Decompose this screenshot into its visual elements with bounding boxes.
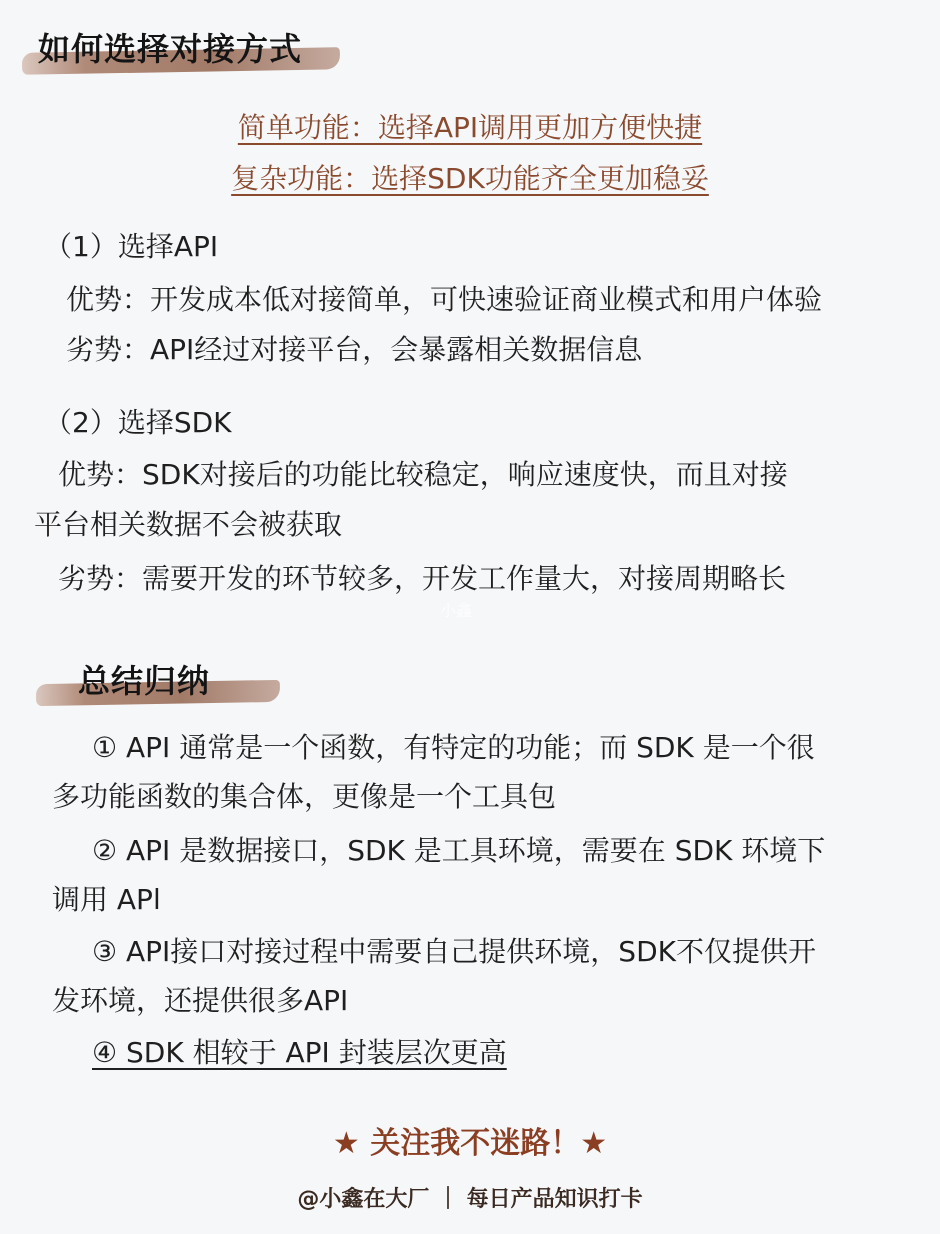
highlight-line	[0, 159, 940, 199]
summary-item-line: ① API 通常是一个函数，有特定的功能；而 SDK 是一个很	[92, 731, 815, 764]
disadvantage-text: 劣势：需要开发的环节较多，开发工作量大，对接周期略长	[58, 562, 787, 595]
summary-item-line: 发环境，还提供很多API	[52, 984, 349, 1017]
advantage-text: 优势：开发成本低对接简单，可快速验证商业模式和用户体验	[66, 283, 823, 316]
section-heading: 如何选择对接方式	[38, 30, 303, 68]
summary-item-text: ④ SDK 相较于 API 封装层次更高	[92, 1036, 507, 1069]
highlight-text: 复杂功能：选择SDK功能齐全更加稳妥	[231, 162, 709, 195]
advantage-text: 优势：SDK对接后的功能比较稳定，响应速度快，而且对接	[58, 458, 788, 491]
footer-subtitle: @小鑫在大厂 ｜ 每日产品知识打卡	[297, 1187, 643, 1212]
disadvantage-text: 劣势：API经过对接平台，会暴露相关数据信息	[66, 333, 643, 366]
highlight-text: 简单功能：选择API调用更加方便快捷	[237, 111, 703, 144]
summary-item-line: 多功能函数的集合体，更像是一个工具包	[52, 780, 557, 813]
summary-item-line: ② API 是数据接口，SDK 是工具环境，需要在 SDK 环境下	[92, 834, 826, 867]
advantage-text-cont: 平台相关数据不会被获取	[34, 508, 343, 541]
option-title: （2）选择SDK	[44, 406, 232, 439]
option-title: （1）选择API	[44, 230, 219, 263]
summary-item-line: 调用 APl	[52, 883, 161, 916]
watermark: 小鑫	[440, 601, 473, 620]
summary-item-line: ③ API接口对接过程中需要自己提供环境，SDK不仅提供开	[92, 935, 816, 968]
highlight-line	[0, 108, 940, 148]
footer-title: ★ 关注我不迷路！★	[332, 1126, 608, 1161]
summary-item-line	[92, 1033, 507, 1073]
section-heading: 总结归纳	[78, 662, 211, 700]
